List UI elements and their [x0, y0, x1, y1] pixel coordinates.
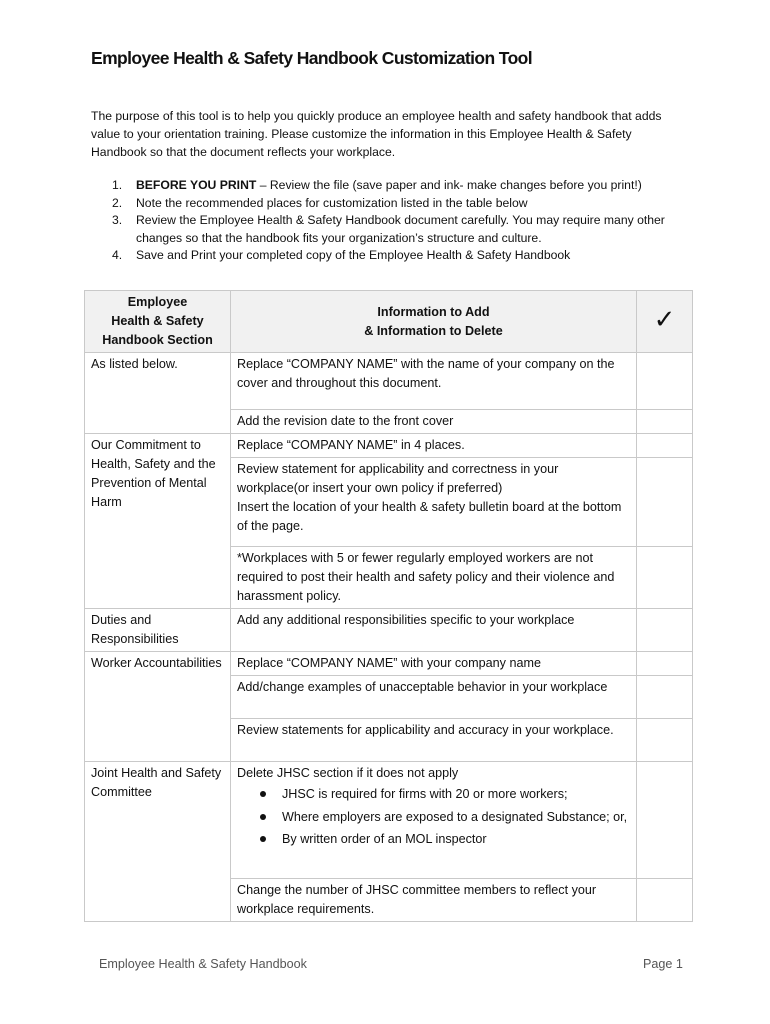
info-cell: Replace “COMPANY NAME” with the name of your company on the cover and throughout this document.	[231, 353, 637, 410]
step-number: 4.	[112, 248, 123, 262]
list-item	[91, 177, 681, 195]
list-item: Where employers are exposed to a designated Substance; or,	[282, 806, 630, 829]
info-cell: Replace “COMPANY NAME” with your company name	[231, 652, 637, 676]
header-line: Handbook Section	[102, 333, 213, 347]
check-cell[interactable]	[637, 434, 693, 458]
header-info	[231, 291, 637, 353]
info-cell: Add the revision date to the front cover	[231, 410, 637, 434]
table-row	[85, 652, 693, 676]
page-title: Employee Health & Safety Handbook Customization Tool	[91, 48, 533, 68]
header-line: & Information to Delete	[364, 323, 503, 338]
step-bold-text: BEFORE YOU PRINT	[136, 178, 257, 192]
check-cell[interactable]	[637, 410, 693, 434]
header-section	[85, 291, 231, 353]
info-cell: Change the number of JHSC committee members to reflect your workplace requirements.	[231, 879, 637, 922]
footer-title: Employee Health & Safety Handbook	[99, 957, 307, 971]
check-cell[interactable]	[637, 762, 693, 879]
check-cell[interactable]	[637, 353, 693, 410]
info-cell: Review statements for applicability and accuracy in your workplace.	[231, 719, 637, 762]
bullet-list	[237, 783, 630, 851]
info-cell	[231, 458, 637, 547]
check-cell[interactable]	[637, 609, 693, 652]
table-row	[85, 353, 693, 410]
section-cell: Duties and Responsibilities	[85, 609, 231, 652]
table-row	[85, 609, 693, 652]
check-cell[interactable]	[637, 879, 693, 922]
checkmark-icon: ✓	[653, 303, 676, 334]
table-row	[85, 762, 693, 879]
info-text: Review statement for applicability and correctness in your workplace(or insert your own policy if preferred)	[237, 462, 559, 495]
step-number: 2.	[112, 195, 123, 210]
customization-table	[84, 290, 693, 922]
list-item	[91, 247, 681, 265]
list-item	[91, 212, 681, 247]
info-cell: *Workplaces with 5 or fewer regularly employed workers are not required to post their health and safety policy and their violence and harassment policy.	[231, 547, 637, 609]
check-cell[interactable]	[637, 547, 693, 609]
info-cell: Add/change examples of unacceptable behavior in your workplace	[231, 676, 637, 719]
step-text: Note the recommended places for customization listed in the table below	[136, 195, 528, 210]
step-text: Review the Employee Health & Safety Handbook document carefully. You may require many other changes so that the handbook fits your organization’s structure and culture.	[136, 213, 665, 245]
check-cell[interactable]	[637, 676, 693, 719]
step-number: 3.	[112, 213, 123, 227]
check-cell[interactable]	[637, 719, 693, 762]
section-cell: Our Commitment to Health, Safety and the Prevention of Mental Harm	[85, 434, 231, 609]
section-cell: Worker Accountabilities	[85, 652, 231, 762]
list-item: JHSC is required for firms with 20 or more workers;	[282, 783, 630, 806]
header-line: Employee	[127, 295, 188, 309]
check-cell[interactable]	[637, 458, 693, 547]
section-cell: Joint Health and Safety Committee	[85, 762, 231, 922]
info-cell: Replace “COMPANY NAME” in 4 places.	[231, 434, 637, 458]
header-line: Information to Add	[377, 304, 490, 319]
intro-paragraph: The purpose of this tool is to help you quickly produce an employee health and safety handbook that adds value to your orientation training. Please customize the information in this Employee Health & Safety Handbook so that the document reflects your workplace.	[91, 109, 662, 159]
step-text: Save and Print your completed copy of the Employee Health & Safety Handbook	[136, 248, 571, 262]
page-number: Page 1	[643, 957, 683, 971]
info-cell: Add any additional responsibilities specific to your workplace	[231, 609, 637, 652]
info-text: Delete JHSC section if it does not apply	[237, 766, 459, 780]
info-text: Insert the location of your health & safety bulletin board at the bottom of the page.	[237, 500, 622, 533]
step-text: – Review the file (save paper and ink- make changes before you print!)	[256, 178, 642, 192]
list-item: By written order of an MOL inspector	[282, 828, 630, 851]
table-header-row	[85, 291, 693, 353]
step-number: 1.	[112, 178, 123, 192]
info-cell	[231, 762, 637, 879]
instruction-list	[91, 177, 681, 265]
section-cell: As listed below.	[85, 353, 231, 434]
list-item	[91, 195, 681, 213]
header-line: Health & Safety	[111, 314, 204, 328]
header-check	[637, 291, 693, 353]
table-row	[85, 434, 693, 458]
check-cell[interactable]	[637, 652, 693, 676]
